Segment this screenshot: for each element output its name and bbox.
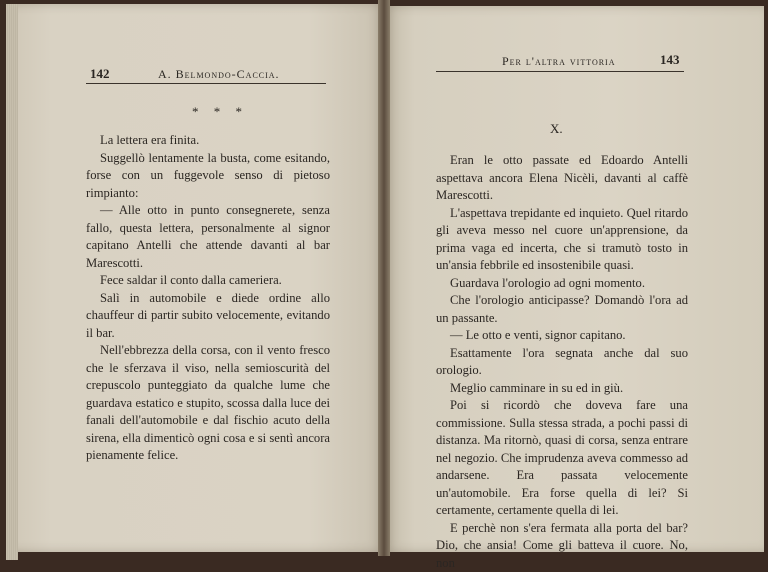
- paragraph: Suggellò lentamente la busta, come esitando, forse con un fuggevole senso di pietoso rimpianto:: [86, 150, 330, 203]
- right-page: [384, 6, 764, 552]
- left-body-text: [86, 132, 330, 465]
- paragraph: Nell'ebbrezza della corsa, con il vento fresco che le sferzava il viso, nella semioscurità del crepuscolo punteggiato da qualche lume che guardava estatico e stupito, scossa dalla luce dei fanali dell'automobile e dal fischio acuto della sirena, ella dimenticò ogni cosa e si sentì ancora pienamente felice.: [86, 342, 330, 465]
- paragraph: Meglio camminare in su ed in giù.: [436, 380, 688, 398]
- paragraph: — Alle otto in punto consegnerete, senza fallo, questa lettera, personalmente al signor capitano Antelli che attende davanti al bar Marescotti.: [86, 202, 330, 272]
- paragraph: Che l'orologio anticipasse? Domandò l'ora ad un passante.: [436, 292, 688, 327]
- paragraph: — Le otto e venti, signor capitano.: [436, 327, 688, 345]
- paragraph: Esattamente l'ora segnata anche dal suo orologio.: [436, 345, 688, 380]
- header-rule: [86, 83, 326, 84]
- paragraph: Guardava l'orologio ad ogni momento.: [436, 275, 688, 293]
- paragraph: La lettera era finita.: [86, 132, 330, 150]
- paragraph: Salì in automobile e diede ordine allo chauffeur di partir subito velocemente, evitando il bar.: [86, 290, 330, 343]
- page-edges: [6, 4, 18, 560]
- paragraph: Fece saldar il conto dalla cameriera.: [86, 272, 330, 290]
- right-body-text: [436, 152, 688, 572]
- paragraph: Poi si ricordò che doveva fare una commissione. Sulla stessa strada, a pochi passi di distanza. Ma ritornò, quasi di corsa, senza entrare nel negozio. Che imprudenza aveva commesso ad andarsene. Era passata velocemente un'automobile. Era forse quella di lei? Si certamente, certamente quella di lei.: [436, 397, 688, 520]
- book-gutter: [378, 0, 390, 556]
- section-ornament: * * *: [192, 104, 248, 120]
- left-running-head: A. Belmondo-Caccia.: [158, 67, 280, 82]
- paragraph: Eran le otto passate ed Edoardo Antelli aspettava ancora Elena Nicèli, davanti al caffè Marescotti.: [436, 152, 688, 205]
- left-page-number: 142: [90, 66, 110, 82]
- left-page: [6, 4, 384, 552]
- chapter-heading: X.: [550, 121, 563, 137]
- paragraph: L'aspettava trepidante ed inquieto. Quel ritardo gli aveva messo nel cuore un'apprensione, da prima vaga ed incerta, che si tramutò tosto in un'ansia febbrile ed insostenibile quasi.: [436, 205, 688, 275]
- paragraph: E perchè non s'era fermata alla porta del bar? Dio, che ansia! Come gli batteva il cuore. No, non: [436, 520, 688, 572]
- right-running-head: Per l'altra vittoria: [502, 54, 616, 69]
- right-page-number: 143: [660, 52, 680, 68]
- header-rule: [436, 71, 684, 72]
